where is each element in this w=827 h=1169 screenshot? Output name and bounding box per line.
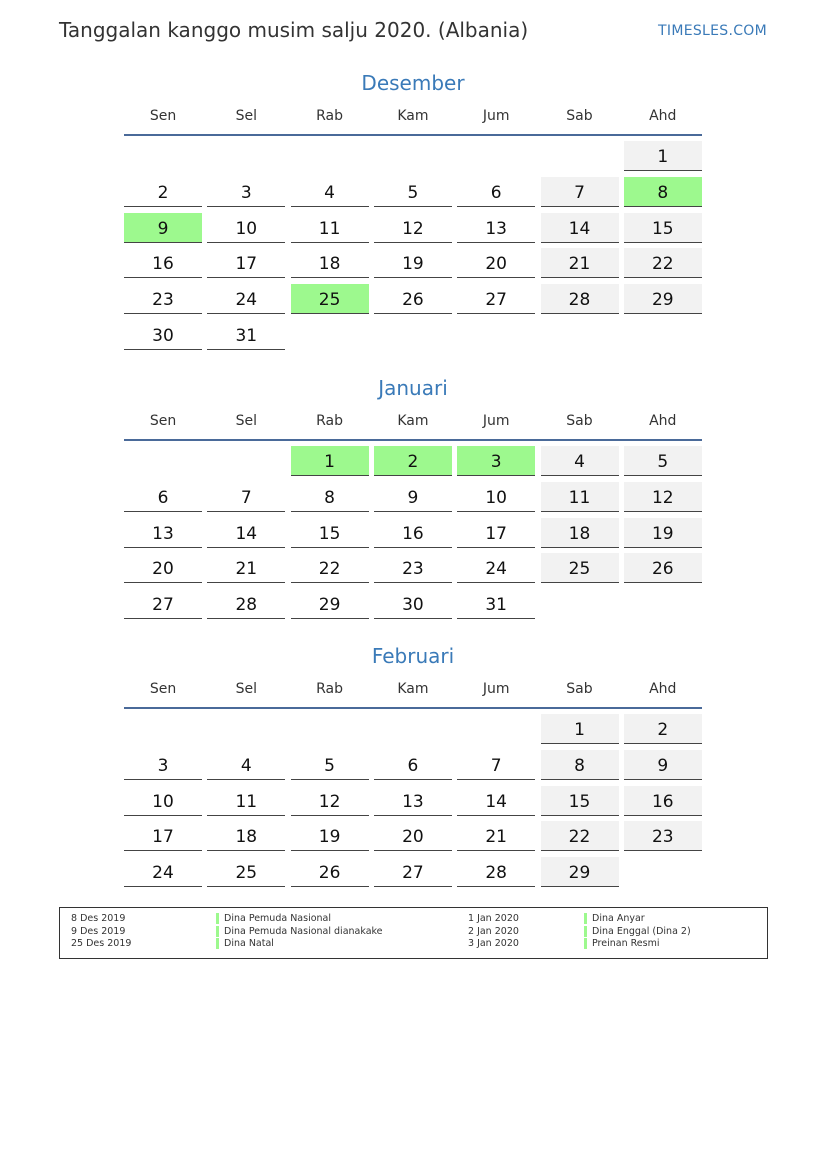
- legend-holiday-name: Dina Anyar: [592, 913, 645, 924]
- day-cell[interactable]: 4: [207, 750, 285, 780]
- day-cell[interactable]: 22: [624, 248, 702, 278]
- legend-holiday-name: Dina Pemuda Nasional: [224, 913, 332, 924]
- day-cell[interactable]: 11: [541, 482, 619, 512]
- legend-color-marker: [584, 938, 587, 949]
- page-title: Tanggalan kanggo musim salju 2020. (Albania): [59, 18, 529, 42]
- day-cell[interactable]: 1: [541, 714, 619, 744]
- weekday-header: [124, 403, 702, 441]
- day-cell[interactable]: 12: [624, 482, 702, 512]
- day-cell[interactable]: 5: [374, 177, 452, 207]
- day-cell[interactable]: 24: [124, 857, 202, 887]
- day-cell[interactable]: 20: [457, 248, 535, 278]
- weekday-label: Rab: [316, 681, 344, 697]
- weekday-label: Ahd: [649, 108, 677, 124]
- day-cell[interactable]: 14: [457, 786, 535, 816]
- day-cell[interactable]: 27: [457, 284, 535, 314]
- month-2: [124, 641, 702, 884]
- legend-color-marker: [216, 913, 219, 924]
- day-cell[interactable]: 15: [291, 518, 369, 548]
- day-cell[interactable]: 1: [291, 446, 369, 476]
- day-cell[interactable]: 19: [624, 518, 702, 548]
- day-cell[interactable]: 21: [207, 553, 285, 583]
- day-cell[interactable]: 29: [541, 857, 619, 887]
- day-cell[interactable]: 13: [457, 213, 535, 243]
- day-cell[interactable]: 14: [207, 518, 285, 548]
- day-cell[interactable]: 15: [624, 213, 702, 243]
- day-cell[interactable]: 22: [291, 553, 369, 583]
- day-cell[interactable]: 16: [374, 518, 452, 548]
- weekday-label: Jum: [482, 681, 510, 697]
- day-cell[interactable]: 13: [124, 518, 202, 548]
- day-cell[interactable]: 7: [541, 177, 619, 207]
- day-cell[interactable]: 6: [457, 177, 535, 207]
- day-cell[interactable]: 9: [624, 750, 702, 780]
- day-cell[interactable]: 17: [124, 821, 202, 851]
- day-cell[interactable]: 2: [124, 177, 202, 207]
- day-cell[interactable]: 9: [374, 482, 452, 512]
- legend-holiday-name: Preinan Resmi: [592, 938, 660, 949]
- day-cell[interactable]: 10: [207, 213, 285, 243]
- weekday-label: Rab: [316, 108, 344, 124]
- day-cell[interactable]: 23: [374, 553, 452, 583]
- weekday-label: Sen: [149, 681, 177, 697]
- day-cell[interactable]: 11: [207, 786, 285, 816]
- weekday-label: Sen: [149, 108, 177, 124]
- day-cell[interactable]: 4: [291, 177, 369, 207]
- month-name: Februari: [371, 644, 455, 668]
- day-cell[interactable]: 12: [291, 786, 369, 816]
- weekday-label: Kam: [397, 413, 429, 429]
- day-cell[interactable]: 1: [624, 141, 702, 171]
- day-cell[interactable]: 16: [624, 786, 702, 816]
- day-cell[interactable]: 20: [374, 821, 452, 851]
- day-cell[interactable]: 28: [457, 857, 535, 887]
- legend-holiday-name: Dina Natal: [224, 938, 274, 949]
- day-cell[interactable]: 26: [374, 284, 452, 314]
- weekday-label: Kam: [397, 681, 429, 697]
- month-name: Januari: [378, 376, 448, 400]
- day-cell[interactable]: 30: [374, 589, 452, 619]
- day-cell[interactable]: 9: [124, 213, 202, 243]
- weekday-label: Rab: [316, 413, 344, 429]
- day-cell[interactable]: 24: [207, 284, 285, 314]
- weekday-label: Jum: [482, 108, 510, 124]
- day-cell[interactable]: 20: [124, 553, 202, 583]
- day-cell[interactable]: 17: [457, 518, 535, 548]
- day-cell[interactable]: 12: [374, 213, 452, 243]
- day-cell[interactable]: 22: [541, 821, 619, 851]
- weekday-label: Ahd: [649, 681, 677, 697]
- day-cell[interactable]: 19: [291, 821, 369, 851]
- day-cell[interactable]: 21: [541, 248, 619, 278]
- weekday-label: Jum: [482, 413, 510, 429]
- weekday-label: Sen: [149, 413, 177, 429]
- weekday-label: Sel: [235, 681, 257, 697]
- day-cell[interactable]: 18: [207, 821, 285, 851]
- day-cell[interactable]: 3: [457, 446, 535, 476]
- day-cell[interactable]: 11: [291, 213, 369, 243]
- day-cell[interactable]: 6: [124, 482, 202, 512]
- day-cell[interactable]: 8: [624, 177, 702, 207]
- weekday-label: Sel: [235, 108, 257, 124]
- month-0: [124, 68, 702, 346]
- day-cell[interactable]: 25: [541, 553, 619, 583]
- day-cell[interactable]: 28: [541, 284, 619, 314]
- day-cell[interactable]: 25: [207, 857, 285, 887]
- day-cell[interactable]: 15: [541, 786, 619, 816]
- legend-date: 2 Jan 2020: [468, 925, 519, 937]
- day-cell[interactable]: 23: [624, 821, 702, 851]
- legend-date: 8 Des 2019: [71, 913, 126, 924]
- day-cell[interactable]: 18: [541, 518, 619, 548]
- day-cell[interactable]: 29: [291, 589, 369, 619]
- day-cell[interactable]: 4: [541, 446, 619, 476]
- day-cell[interactable]: 5: [624, 446, 702, 476]
- day-cell[interactable]: 31: [207, 320, 285, 350]
- day-cell[interactable]: 21: [457, 821, 535, 851]
- day-cell[interactable]: 2: [624, 714, 702, 744]
- legend-date: 25 Des 2019: [71, 938, 132, 949]
- day-cell[interactable]: 18: [291, 248, 369, 278]
- weekday-label: Sab: [566, 681, 593, 697]
- day-cell[interactable]: 16: [124, 248, 202, 278]
- day-cell[interactable]: 23: [124, 284, 202, 314]
- month-1: [124, 373, 702, 616]
- day-cell[interactable]: 10: [457, 482, 535, 512]
- day-cell[interactable]: 27: [124, 589, 202, 619]
- day-cell[interactable]: 3: [207, 177, 285, 207]
- day-cell[interactable]: 8: [291, 482, 369, 512]
- day-cell[interactable]: 3: [124, 750, 202, 780]
- weekday-label: Kam: [397, 108, 429, 124]
- day-cell[interactable]: 25: [291, 284, 369, 314]
- weekday-label: Ahd: [649, 413, 677, 429]
- day-cell[interactable]: 30: [124, 320, 202, 350]
- legend-color-marker: [584, 913, 587, 924]
- month-name: Desember: [361, 71, 465, 95]
- day-cell[interactable]: 26: [291, 857, 369, 887]
- day-cell[interactable]: 19: [374, 248, 452, 278]
- weekday-header: [124, 671, 702, 709]
- weekday-label: Sel: [235, 413, 257, 429]
- day-cell[interactable]: 28: [207, 589, 285, 619]
- legend-holiday-name: Dina Pemuda Nasional dianakake: [224, 925, 383, 937]
- legend-color-marker: [584, 926, 587, 937]
- legend-color-marker: [216, 926, 219, 937]
- legend-color-marker: [216, 938, 219, 949]
- weekday-label: Sab: [566, 413, 593, 429]
- legend-date: 3 Jan 2020: [468, 938, 519, 949]
- day-cell[interactable]: 8: [541, 750, 619, 780]
- weekday-header: [124, 98, 702, 136]
- day-cell[interactable]: 27: [374, 857, 452, 887]
- day-cell[interactable]: 7: [207, 482, 285, 512]
- day-cell[interactable]: 24: [457, 553, 535, 583]
- day-cell[interactable]: 5: [291, 750, 369, 780]
- day-cell[interactable]: 10: [124, 786, 202, 816]
- day-cell[interactable]: 13: [374, 786, 452, 816]
- holiday-legend: [59, 907, 768, 959]
- day-cell[interactable]: 26: [624, 553, 702, 583]
- legend-date: 1 Jan 2020: [468, 913, 519, 924]
- day-cell[interactable]: 17: [207, 248, 285, 278]
- site-logo-text[interactable]: TIMESLES.COM: [658, 23, 767, 39]
- day-cell[interactable]: 14: [541, 213, 619, 243]
- day-cell[interactable]: 29: [624, 284, 702, 314]
- day-cell[interactable]: 31: [457, 589, 535, 619]
- day-cell[interactable]: 2: [374, 446, 452, 476]
- day-cell[interactable]: 7: [457, 750, 535, 780]
- weekday-label: Sab: [566, 108, 593, 124]
- day-cell[interactable]: 6: [374, 750, 452, 780]
- legend-holiday-name: Dina Enggal (Dina 2): [592, 925, 691, 937]
- legend-date: 9 Des 2019: [71, 925, 126, 937]
